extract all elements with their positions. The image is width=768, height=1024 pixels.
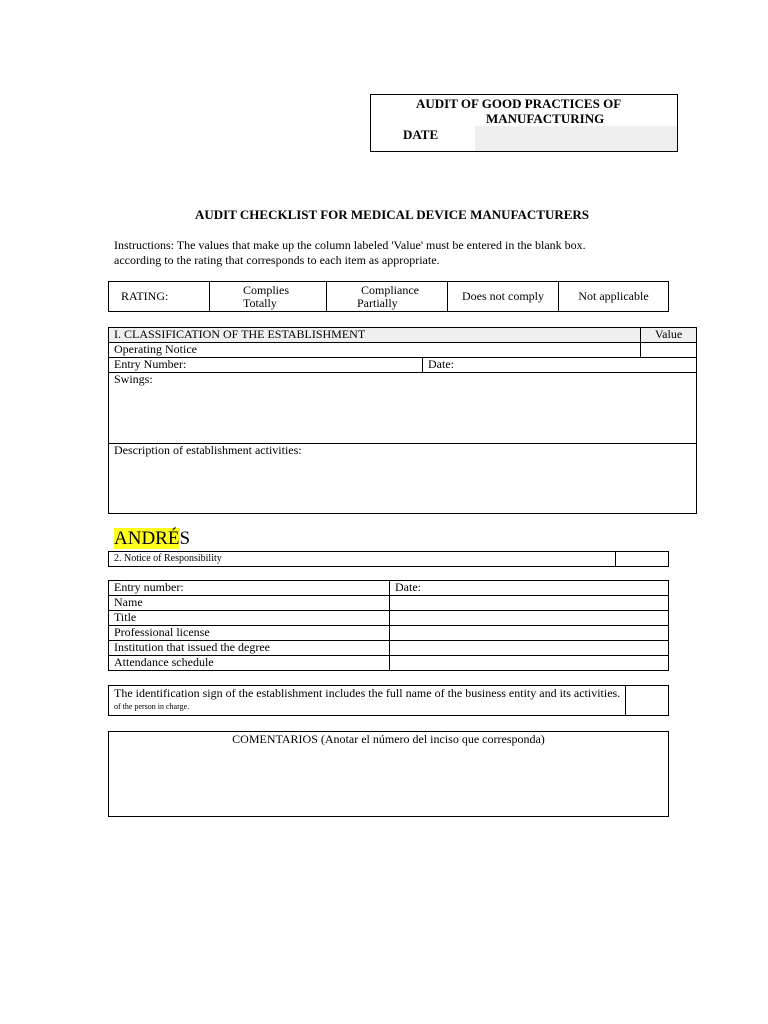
date-label: DATE: [403, 127, 439, 142]
title-row-value[interactable]: [390, 611, 669, 626]
section2-heading: 2. Notice of Responsibility: [109, 552, 616, 567]
name-row-label: Name: [109, 596, 390, 611]
date-field[interactable]: [475, 126, 677, 151]
schedule-row-value[interactable]: [390, 656, 669, 671]
description-field[interactable]: Description of establishment activities:: [109, 444, 697, 514]
schedule-row-label: Attendance schedule: [109, 656, 390, 671]
entry-number-field[interactable]: Entry Number:: [109, 358, 423, 373]
operating-notice-label: Operating Notice: [109, 343, 641, 358]
name-row-value[interactable]: [390, 596, 669, 611]
operating-notice-value[interactable]: [641, 343, 697, 358]
rating-does-not-comply: Does not comply: [448, 282, 559, 312]
name-mark-rest: S: [179, 528, 191, 549]
rating-compliance-line1: Compliance: [361, 282, 419, 297]
license-row-label: Professional license: [109, 626, 390, 641]
entry-number-label: Entry number:: [109, 581, 390, 596]
document-title: AUDIT CHECKLIST FOR MEDICAL DEVICE MANUFACTURERS: [194, 207, 590, 222]
rating-compliance-line2: Partially: [357, 295, 398, 310]
classification-table: [108, 327, 697, 514]
title-row-label: Title: [109, 611, 390, 626]
instructions: [114, 238, 586, 268]
date-field-section1[interactable]: Date:: [423, 358, 697, 373]
license-row-value[interactable]: [390, 626, 669, 641]
date-field-section2[interactable]: Date:: [390, 581, 669, 596]
responsibility-table: [108, 580, 669, 671]
comments-heading: COMENTARIOS (Anotar el número del inciso que corresponda): [232, 732, 545, 746]
institution-row-label: Institution that issued the degree: [109, 641, 390, 656]
sign-line1: The identification sign of the establishment includes the full name of the business entity and its activities.: [114, 686, 621, 700]
rating-table: [108, 281, 669, 312]
name-mark: [114, 528, 190, 550]
header-box: [370, 94, 678, 152]
institution-row-value[interactable]: [390, 641, 669, 656]
sign-text-cell: [109, 686, 626, 716]
swings-field[interactable]: Swings:: [109, 373, 697, 444]
section2-value[interactable]: [616, 552, 669, 567]
value-column-header: Value: [641, 328, 697, 343]
comments-table: [108, 731, 669, 817]
header-title-line2: MANUFACTURING: [486, 111, 605, 126]
rating-compliance-partially: [327, 282, 448, 312]
rating-label: RATING:: [109, 282, 210, 312]
section1-heading: I. CLASSIFICATION OF THE ESTABLISHMENT: [109, 328, 641, 343]
rating-complies-line2: Totally: [243, 295, 277, 310]
sign-value[interactable]: [626, 686, 669, 716]
rating-not-applicable: Not applicable: [559, 282, 669, 312]
header-title-line1: AUDIT OF GOOD PRACTICES OF: [416, 96, 622, 111]
rating-complies-totally: [210, 282, 327, 312]
sign-table: [108, 685, 669, 716]
sign-line2: of the person in charge.: [114, 702, 190, 711]
name-mark-highlighted: ANDRÉ: [114, 528, 180, 549]
comments-box[interactable]: [109, 732, 669, 817]
rating-complies-line1: Complies: [243, 282, 290, 297]
instructions-line2: according to the rating that corresponds to each item as appropriate.: [114, 253, 440, 267]
instructions-line1: Instructions: The values that make up the column labeled 'Value' must be entered in the blank box.: [114, 238, 586, 252]
responsibility-heading-table: [108, 551, 669, 567]
